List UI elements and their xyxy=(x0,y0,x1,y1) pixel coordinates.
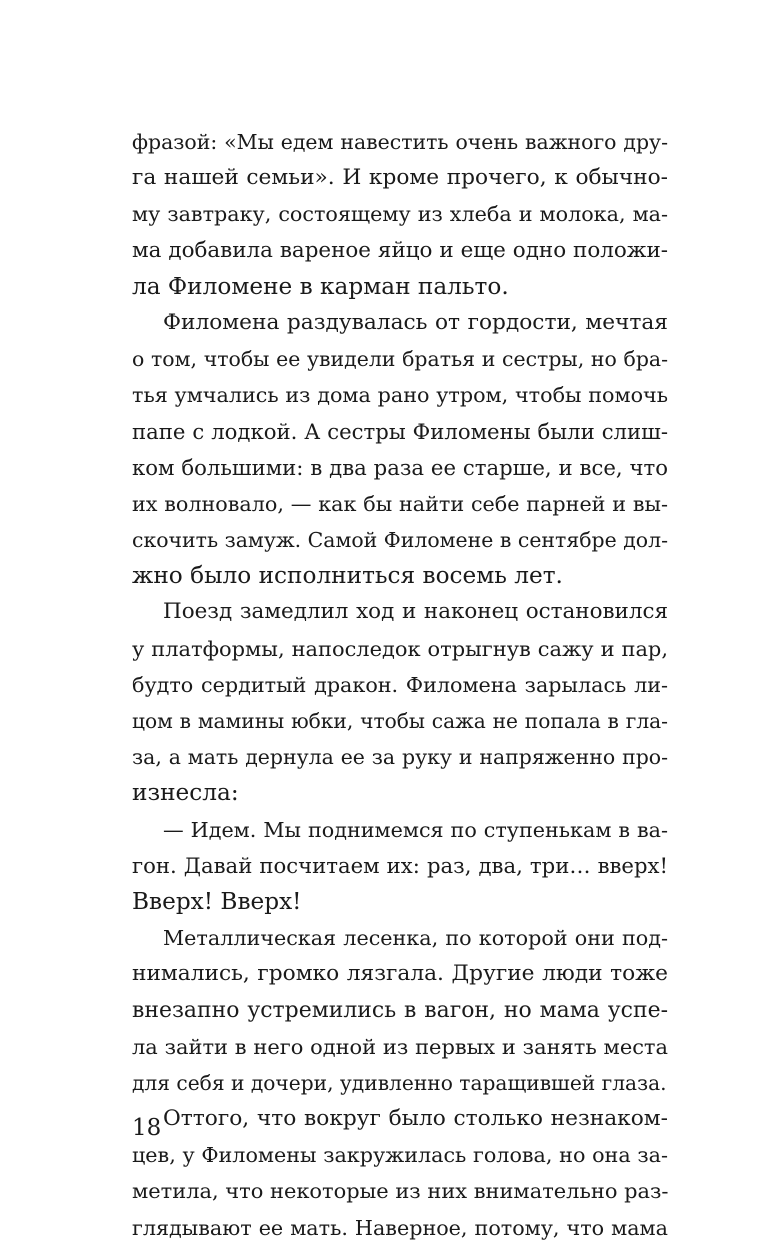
text-line: ла Филомене в карман пальто. xyxy=(132,272,509,300)
paragraph xyxy=(132,594,668,811)
text-line: му завтраку, состоящему из хлеба и молока, ма- xyxy=(132,202,668,227)
page-number: 18 xyxy=(132,1115,162,1141)
text-line: за, а мать дернула ее за руку и напряженно про- xyxy=(132,745,668,770)
body-text xyxy=(132,124,668,1246)
text-line: жно было исполниться восемь лет. xyxy=(132,562,563,590)
text-line: нимались, громко лязгала. Другие люди тоже xyxy=(132,961,668,987)
text-line: внезапно устремились в вагон, но мама успе- xyxy=(132,997,668,1023)
text-line: метила, что некоторые из них внимательно раз- xyxy=(132,1179,669,1204)
text-line: тья умчались из дома рано утром, чтобы помочь xyxy=(132,383,668,408)
text-line: изнесла: xyxy=(132,779,239,807)
text-line: о том, чтобы ее увидели братья и сестры, но бра- xyxy=(132,347,668,372)
paragraph xyxy=(132,920,668,1101)
text-line: ма добавила вареное яйцо и еще одно положи- xyxy=(132,237,668,263)
text-line: папе с лодкой. А сестры Филомены были слиш- xyxy=(132,418,668,444)
text-line: для себя и дочери, удивленно таращившей глаза. xyxy=(132,1070,667,1095)
text-line: скочить замуж. Самой Филомене в сентябре дол- xyxy=(132,528,668,553)
text-line: фразой: «Мы едем навестить очень важного дру- xyxy=(132,130,668,154)
text-line: глядывают ее мать. Наверное, потому, что мама xyxy=(132,1215,668,1240)
text-line: у платформы, напоследок отрыгнув сажу и пар, xyxy=(132,636,668,661)
text-line: цом в мамины юбки, чтобы сажа не попала в гла- xyxy=(132,709,668,733)
text-line: Филомена раздувалась от гордости, мечтая xyxy=(163,309,668,335)
paragraph xyxy=(132,305,668,595)
text-line: цев, у Филомены закружилась голова, но она за- xyxy=(132,1143,668,1168)
paragraph xyxy=(132,1101,668,1246)
text-line: будто сердитый дракон. Филомена зарылась ли- xyxy=(132,672,668,697)
text-line: Вверх! Вверх! xyxy=(132,887,302,915)
text-line: их волновало, — как бы найти себе парней и вы- xyxy=(132,491,668,516)
text-line: Оттого, что вокруг было столько незнаком- xyxy=(163,1106,668,1132)
text-line: гон. Давай посчитаем их: раз, два, три… вверх! xyxy=(132,852,668,878)
text-line: — Идем. Мы поднимемся по ступенькам в ва- xyxy=(163,817,668,842)
text-line: ла зайти в него одной из первых и занять места xyxy=(132,1034,668,1059)
text-line: Поезд замедлил ход и наконец остановился xyxy=(163,599,668,625)
paragraph xyxy=(132,124,668,305)
text-line: га нашей семьи». И кроме прочего, к обычно- xyxy=(132,165,668,191)
text-line: ком большими: в два раза ее старше, и все, что xyxy=(132,454,668,480)
text-line: Металлическая лесенка, по которой они под- xyxy=(163,926,668,951)
paragraph xyxy=(132,812,668,921)
